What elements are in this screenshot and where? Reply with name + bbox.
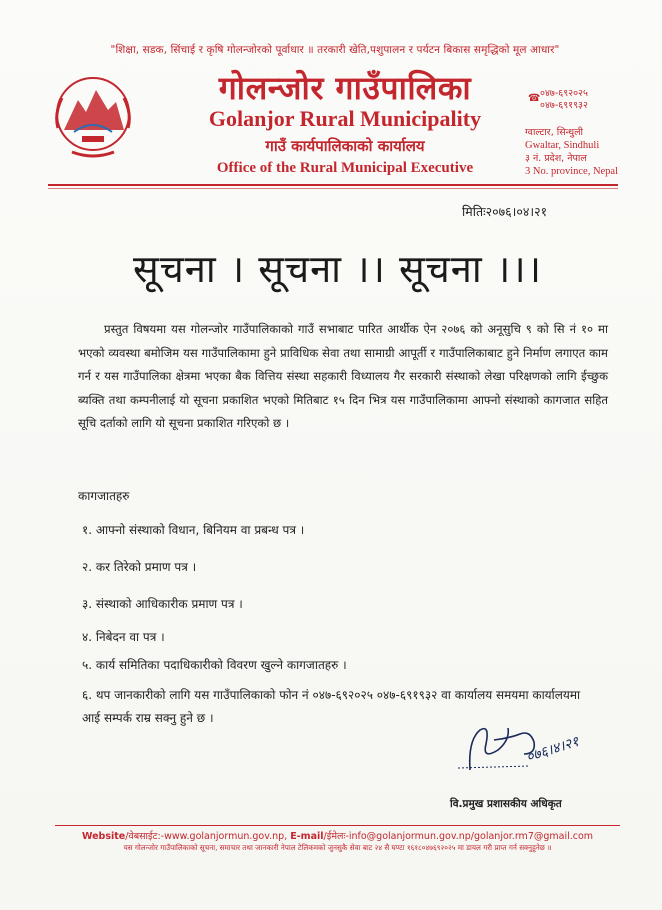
document-item: १. आफ्नो संस्थाको विधान, बिनियम वा प्रबन्ध पत्र ।: [82, 523, 305, 537]
website-link[interactable]: www.golanjormun.gov.np: [164, 831, 285, 842]
email-label-nepali: /ईमेलः-: [323, 831, 349, 842]
address-nepali-2: ३ नं. प्रदेश, नेपाल: [525, 153, 587, 164]
footer-divider: [55, 825, 620, 826]
address-nepali-1: ग्वाल्टार, सिन्धुली: [525, 127, 583, 138]
document-item: ४. निबेदन वा पत्र ।: [82, 630, 165, 644]
footer-info-line: यस गोलन्जोर गाउँपालिकाको सूचना, समाचार तथा जानकारी नेपाल टेलिकमको जुनसुकै सेवा बाट २४ सै घण्टा १६१८०४७६९२०२५ मा डायल गरी प्राप्त गर्न सक्नुहुनेछ ॥: [123, 843, 552, 852]
document-item: ५. कार्य समितिका पदाधिकारीको विवरण खुल्ने कागजातहरु ।: [82, 658, 347, 672]
address-english-2: 3 No. province, Nepal: [525, 166, 619, 177]
website-label-nepali: /वेबसाईट:-: [125, 831, 165, 842]
signatory-title: वि.प्रमुख प्रशासकीय अधिकृत: [450, 798, 562, 810]
office-address: [525, 126, 625, 178]
documents-heading: कागजातहरु: [78, 489, 130, 503]
document-item: ३. संस्थाको आधिकारीक प्रमाण पत्र ।: [82, 597, 243, 611]
notice-body-text: प्रस्तुत विषयमा यस गोलन्जोर गाउँपालिकाको गाउँ सभाबाट पारित आर्थीक ऐन २०७६ को अनूसुचि ९ को सि नं १० मा भएको व्यवस्था बमोजिम यस गाउँपालिकामा हुने प्राविधिक सेवा तथा सामाग्री आपूर्ती र गाउँपालिकाबाट हुने निर्माण लगाएत काम गर्न र यस गाउँपालिका क्षेत्रमा भएका बैक वित्तिय संस्था सहकारी विध्यालय गैर सरकारी संस्थाको लेखा परिक्षणको लागि ईच्छुक ब्यक्ति तथा कम्पनीलाई यो सूचना प्रकाशित भएको मितिबाट १५ दिन भित्र यस गाउँपालिकामा आफ्नो संस्थाको कागजात सहित सूचि दर्ताको लागि यो सूचना प्रकाशित गरिएको छ ।: [78, 322, 608, 430]
municipality-name-nepali: गोलन्जोर गाउँपालिका: [218, 69, 472, 107]
document-item: २. कर तिरेको प्रमाण पत्र ।: [82, 560, 197, 574]
nepal-emblem-icon: [52, 70, 134, 162]
notice-title: सूचना । सूचना ।। सूचना ।।।: [132, 247, 543, 291]
footer-contact: Website/वेबसाईट:-www.golanjormun.gov.np, E-mail/ईमेलः-info@golanjormun.gov.np/golanjor.rm7@gmail.com: [81, 831, 594, 842]
email-link[interactable]: info@golanjormun.gov.np/golanjor.rm7@gmail.com: [348, 831, 594, 842]
address-english-1: Gwaltar, Sindhuli: [525, 140, 600, 151]
office-name-nepali: गाउँ कार्यपालिकाको कार्यालय: [265, 137, 425, 155]
header-divider-thin: [48, 188, 618, 189]
handwritten-signature: [450, 710, 600, 790]
website-label: Website: [81, 831, 126, 842]
office-name-english: Office of the Rural Municipal Executive: [216, 160, 474, 176]
letterhead-slogan: "शिक्षा, सडक, सिंचाई र कृषि गोलन्जोरको पूर्वाधार ॥ तरकारी खेति,पशुपालन र पर्यटन बिकास समृद्धिको मूल आधार": [110, 44, 560, 56]
phone-number-1: ०४७-६९२०२५: [540, 88, 588, 99]
municipality-name-english: Golanjor Rural Municipality: [208, 106, 482, 131]
header-divider: [48, 184, 618, 186]
email-label: E-mail: [290, 831, 324, 842]
document-item: ६. थप जानकारीको लागि यस गाउँपालिकाको फोन नं ०४७-६९२०२५ ०४७-६९१९३२ वा कार्यालय समयमा कार्यालयमा आई सम्पर्क राम्र सक्नु हुने छ ।: [82, 688, 581, 725]
phone-number-2: ०४७-६९१९३२: [540, 100, 588, 111]
svg-text:०७६।४।२१: ०७६।४।२१: [524, 733, 581, 766]
telephone-icon: ☎: [528, 93, 541, 104]
notice-body: [78, 318, 608, 436]
notice-date: मितिः२०७६।०४।२१: [462, 204, 548, 219]
phone-numbers: [540, 88, 625, 112]
